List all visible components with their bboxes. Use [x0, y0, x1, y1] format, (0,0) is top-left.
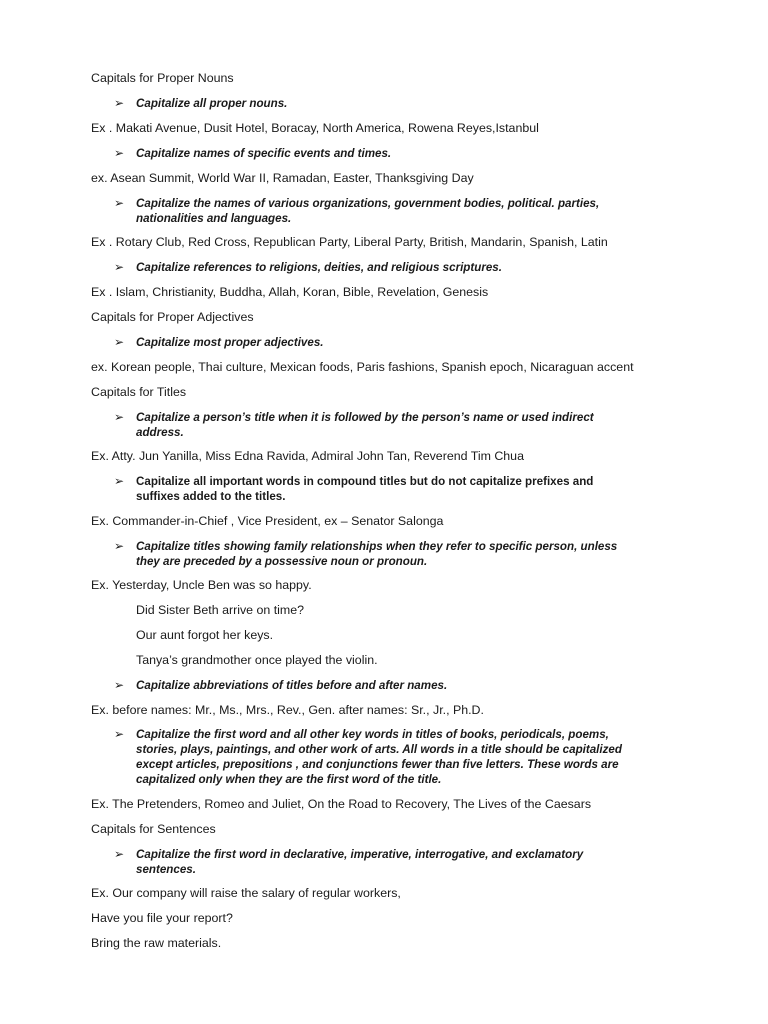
rule-text-continued: sentences.	[136, 863, 196, 876]
example-text: ex. Korean people, Thai culture, Mexican foods, Paris fashions, Spanish epoch, Nicaraguan accent	[91, 360, 634, 374]
section-heading-proper-adjectives: Capitals for Proper Adjectives	[91, 310, 254, 324]
example-text: Ex. Commander-in-Chief , Vice President, ex – Senator Salonga	[91, 514, 444, 528]
arrow-bullet-icon: ➢	[114, 410, 125, 424]
example-text: Did Sister Beth arrive on time?	[136, 603, 305, 617]
example-text: Ex. Our company will raise the salary of regular workers,	[91, 886, 401, 900]
rule-text: Capitalize most proper adjectives.	[136, 336, 324, 349]
example-text: Our aunt forgot her keys.	[136, 628, 274, 642]
rule-text: Capitalize abbreviations of titles before and after names.	[136, 679, 448, 692]
arrow-bullet-icon: ➢	[114, 146, 125, 160]
example-text: Ex . Islam, Christianity, Buddha, Allah, Koran, Bible, Revelation, Genesis	[91, 285, 489, 299]
rule-text: Capitalize a person’s title when it is followed by the person’s name or used indirect	[136, 411, 594, 424]
example-text: ex. Asean Summit, World War II, Ramadan, Easter, Thanksgiving Day	[91, 171, 474, 185]
arrow-bullet-icon: ➢	[114, 474, 125, 488]
rule-text-continued: nationalities and languages.	[136, 212, 292, 225]
rule-text: Capitalize titles showing family relationships when they refer to specific person, unless	[136, 540, 618, 553]
example-text: Tanya’s grandmother once played the violin.	[136, 653, 378, 667]
arrow-bullet-icon: ➢	[114, 196, 125, 210]
arrow-bullet-icon: ➢	[114, 335, 125, 349]
example-text: Ex. The Pretenders, Romeo and Juliet, On the Road to Recovery, The Lives of the Caesars	[91, 797, 592, 811]
rule-text-continued: stories, plays, paintings, and other work of arts. All words in a title should be capitalized	[136, 743, 622, 756]
arrow-bullet-icon: ➢	[114, 539, 125, 553]
example-text: Ex. Atty. Jun Yanilla, Miss Edna Ravida, Admiral John Tan, Reverend Tim Chua	[91, 449, 524, 463]
rule-text-continued: they are preceded by a possessive noun or pronoun.	[136, 555, 428, 568]
section-heading-titles: Capitals for Titles	[91, 385, 187, 399]
rule-text-continued: capitalized only when they are the first word of the title.	[136, 773, 442, 786]
example-text: Bring the raw materials.	[91, 936, 222, 950]
arrow-bullet-icon: ➢	[114, 847, 125, 861]
rule-text: Capitalize the first word and all other key words in titles of books, periodicals, poems,	[136, 728, 609, 741]
arrow-bullet-icon: ➢	[114, 96, 125, 110]
rule-text-continued: suffixes added to the titles.	[136, 490, 286, 503]
arrow-bullet-icon: ➢	[114, 260, 125, 274]
arrow-bullet-icon: ➢	[114, 727, 125, 741]
example-text: Ex. before names: Mr., Ms., Mrs., Rev., Gen. after names: Sr., Jr., Ph.D.	[91, 703, 484, 717]
section-heading-proper-nouns: Capitals for Proper Nouns	[91, 71, 234, 85]
example-text: Ex. Yesterday, Uncle Ben was so happy.	[91, 578, 312, 592]
example-text: Ex . Makati Avenue, Dusit Hotel, Boracay, North America, Rowena Reyes,Istanbul	[91, 121, 539, 135]
rule-text: Capitalize all important words in compound titles but do not capitalize prefixes and	[136, 475, 594, 488]
example-text: Have you file your report?	[91, 911, 233, 925]
example-text: Ex . Rotary Club, Red Cross, Republican Party, Liberal Party, British, Mandarin, Spanish, Latin	[91, 235, 608, 249]
rule-text-continued: address.	[136, 426, 184, 439]
rule-text: Capitalize references to religions, deities, and religious scriptures.	[136, 261, 502, 274]
arrow-bullet-icon: ➢	[114, 678, 125, 692]
rule-text: Capitalize the first word in declarative, imperative, interrogative, and exclamatory	[136, 848, 584, 861]
rule-text: Capitalize names of specific events and times.	[136, 147, 392, 160]
rule-text-continued: except articles, prepositions , and conjunctions fewer than five letters. These words are	[136, 758, 619, 771]
section-heading-sentences: Capitals for Sentences	[91, 822, 216, 836]
rule-text: Capitalize the names of various organizations, government bodies, political. parties,	[136, 197, 600, 210]
rule-text: Capitalize all proper nouns.	[136, 97, 288, 110]
